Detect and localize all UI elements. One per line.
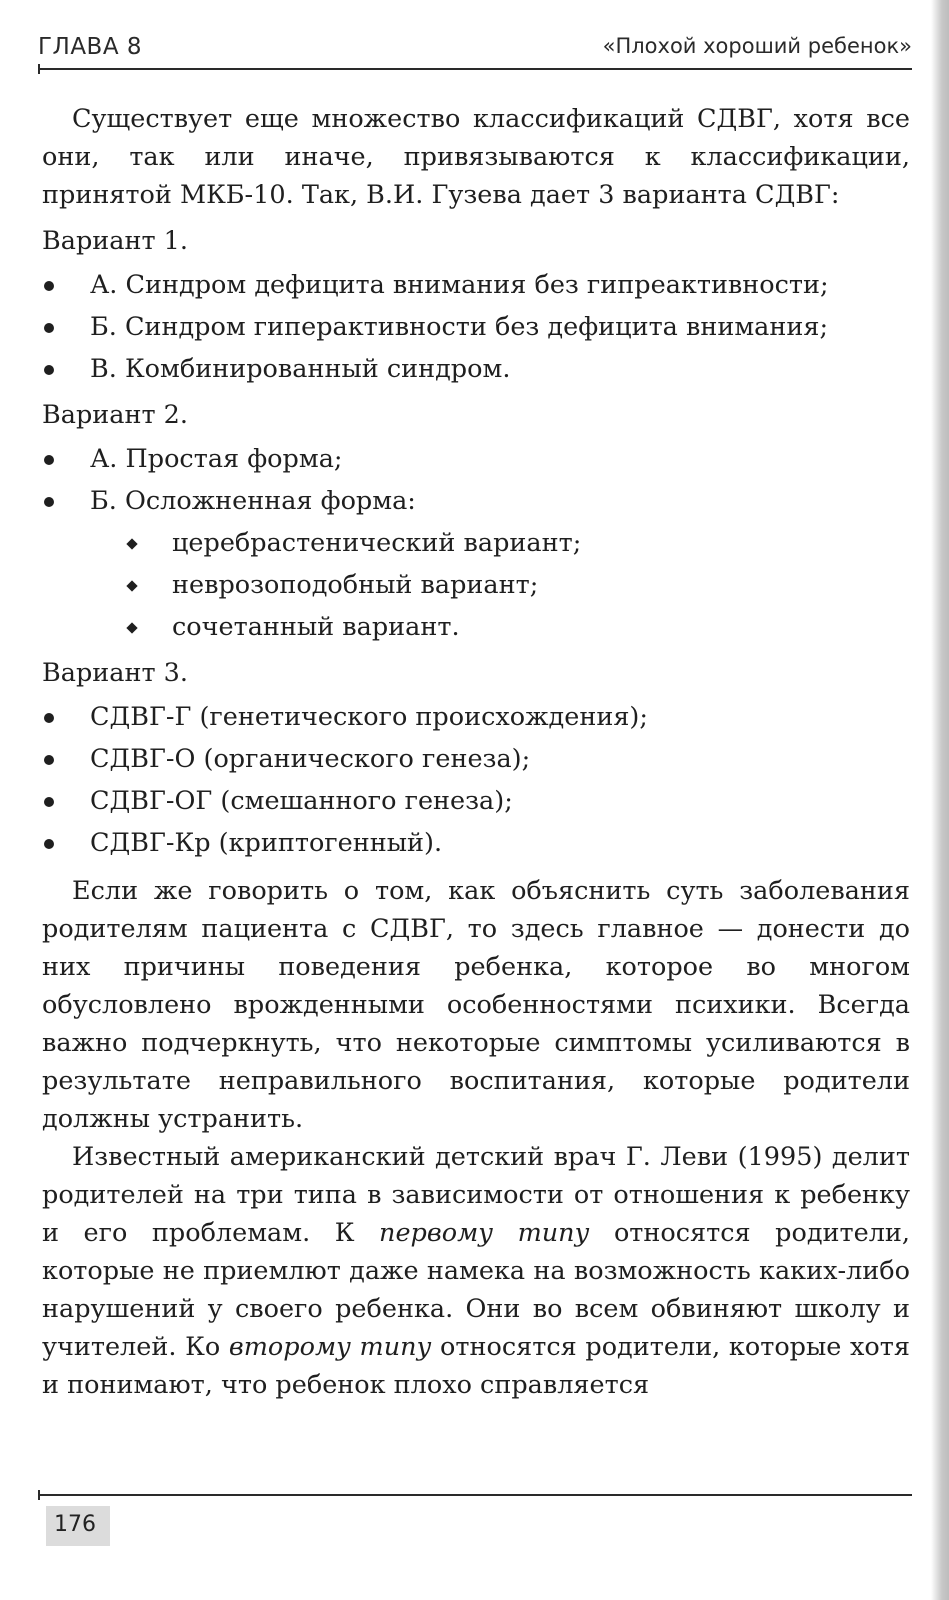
sub-list-item: сочетанный вариант.	[42, 608, 910, 646]
chapter-label: ГЛАВА 8	[38, 34, 143, 60]
variant-1-list	[42, 266, 910, 388]
paragraph-parent-types: Известный американский детский врач Г. Леви (1995) делит родителей на три типа в зависимости от отношения к ребенку и его проблемам. К первому типу относятся родители, которые не приемлют даже намека на возможность каких-либо нарушений у своего ребенка. Они во всем обвиняют школу и учителей. Ко второму типу относятся родители, которые хотя и понимают, что ребенок плохо справляется	[42, 1142, 911, 1400]
list-item: А. Простая форма;	[42, 440, 910, 478]
diamond-bullet-icon	[126, 622, 137, 633]
list-item: СДВГ-О (органического генеза);	[42, 740, 910, 778]
page-number-box	[46, 1506, 110, 1546]
running-header	[38, 26, 912, 66]
list-item: В. Комбинированный синдром.	[42, 350, 910, 388]
list-item: СДВГ-Г (генетического происхождения);	[42, 698, 910, 736]
variant-2-list	[42, 440, 910, 646]
footer-rule	[38, 1494, 912, 1496]
sub-list-item: церебрастенический вариант;	[42, 524, 910, 562]
list-item: А. Синдром дефицита внимания без гипреактивности;	[42, 266, 910, 304]
list-item: СДВГ-Кр (криптогенный).	[42, 824, 910, 862]
bullet-icon	[44, 455, 54, 465]
bullet-icon	[44, 323, 54, 333]
variant-2-title: Вариант 2.	[42, 400, 189, 430]
bullet-icon	[44, 839, 54, 849]
list-item: СДВГ-ОГ (смешанного генеза);	[42, 782, 910, 820]
bullet-icon	[44, 365, 54, 375]
intro-paragraph: Существует еще множество классификаций СДВГ, хотя все они, так или иначе, привязываются к классификации, принятой МКБ-10. Так, В.И. Гузева дает 3 варианта СДВГ:	[42, 104, 910, 210]
list-item: Б. Осложненная форма:	[42, 482, 910, 520]
bullet-icon	[44, 797, 54, 807]
bullet-icon	[44, 497, 54, 507]
page-number: 176	[54, 1512, 96, 1537]
sub-list-item: неврозоподобный вариант;	[42, 566, 910, 604]
page-body	[42, 100, 910, 1404]
list-item: Б. Синдром гиперактивности без дефицита внимания;	[42, 308, 910, 346]
diamond-bullet-icon	[126, 538, 137, 549]
bullet-icon	[44, 755, 54, 765]
emphasis-first-type: первому типу	[379, 1218, 590, 1248]
paragraph-explanation: Если же говорить о том, как объяснить суть заболевания родителям пациента с СДВГ, то здесь главное — донести до них причины поведения ребенка, которое во многом обусловлено врожденными особенностями психики. Всегда важно подчеркнуть, что некоторые симптомы усиливаются в результате неправильного воспитания, которые родители должны устранить.	[42, 876, 910, 1134]
header-rule	[38, 68, 912, 70]
page-edge-shadow	[931, 0, 949, 1600]
variant-1-title: Вариант 1.	[42, 226, 189, 256]
bullet-icon	[44, 713, 54, 723]
variant-3-title: Вариант 3.	[42, 658, 189, 688]
emphasis-second-type: второму типу	[228, 1332, 432, 1362]
bullet-icon	[44, 281, 54, 291]
diamond-bullet-icon	[126, 580, 137, 591]
running-title: «Плохой хороший ребенок»	[602, 34, 912, 58]
variant-3-list	[42, 698, 910, 862]
